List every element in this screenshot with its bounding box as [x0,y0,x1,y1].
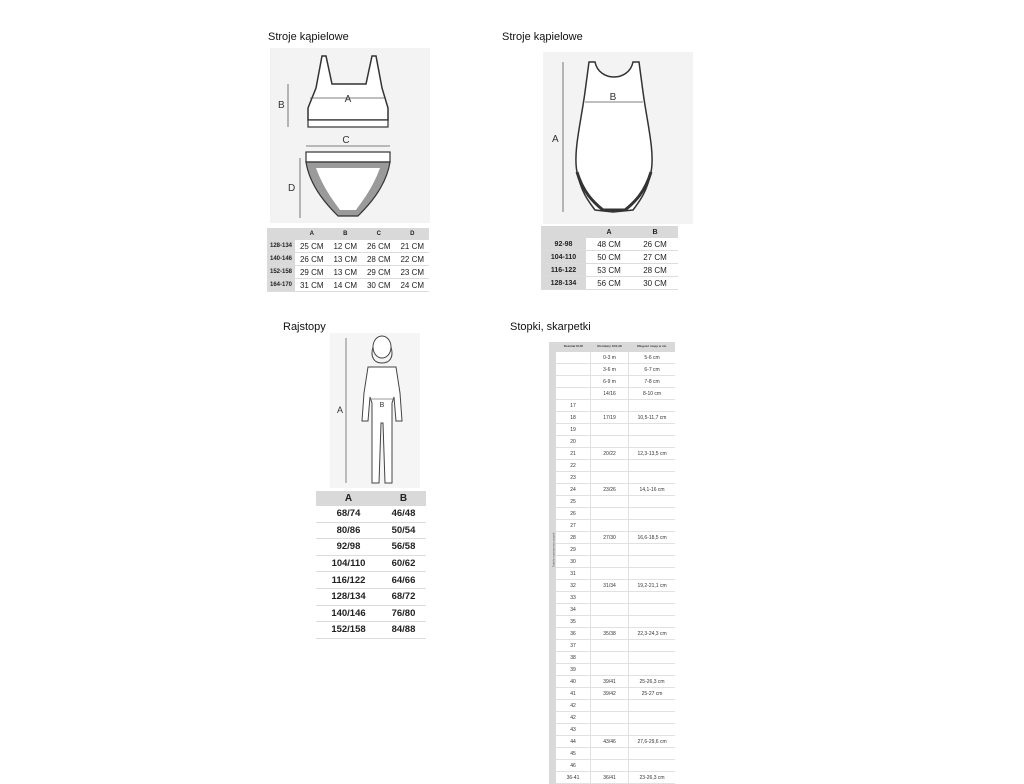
length-cell: 7-8 cm [629,376,675,388]
value-cell: 27 CM [632,251,678,264]
size-cell [591,496,629,508]
swimsuit-illustration [543,52,693,224]
size-cell [591,616,629,628]
length-cell [629,544,675,556]
size-cell [591,400,629,412]
eu-cell: 32 [556,580,591,592]
dim-a-label: A [552,134,559,145]
table-row [549,628,675,640]
eu-cell: 42 [556,712,591,724]
table-row [549,736,675,748]
side-cell [549,424,556,436]
table-row [316,572,426,589]
bikini-size-table [267,228,429,292]
value-cell: 116/122 [316,572,381,589]
table-row [549,652,675,664]
length-cell [629,652,675,664]
value-cell: 13 CM [329,253,363,266]
value-cell: 64/66 [381,572,426,589]
value-cell: 29 CM [295,266,329,279]
size-cell: 14/16 [591,388,629,400]
value-cell: 28 CM [632,264,678,277]
eu-cell: 42 [556,700,591,712]
side-cell [549,736,556,748]
size-cell [591,424,629,436]
table-row [316,506,426,522]
length-cell: 22,3-24,3 cm [629,628,675,640]
col-header-size: Rozmiary 10/1,08 [591,342,629,352]
size-cell [591,712,629,724]
table-row [549,472,675,484]
table-row [549,616,675,628]
eu-cell: 19 [556,424,591,436]
size-cell: 104-110 [541,251,586,264]
eu-cell: 29 [556,544,591,556]
eu-cell: 25 [556,496,591,508]
value-cell: 76/80 [381,605,426,622]
eu-cell: 18 [556,412,591,424]
table-row [549,592,675,604]
value-cell: 13 CM [329,266,363,279]
col-header: D [396,228,430,240]
table-row [549,412,675,424]
table-row [316,605,426,622]
socks-size-table [549,342,675,784]
table-row [549,352,675,364]
eu-cell: 40 [556,676,591,688]
value-cell: 30 CM [362,279,396,292]
length-cell [629,664,675,676]
value-cell: 23 CM [396,266,430,279]
size-cell: 31/34 [591,580,629,592]
value-cell: 152/158 [316,622,381,639]
length-cell [629,472,675,484]
side-cell [549,688,556,700]
length-cell [629,400,675,412]
table-row [549,520,675,532]
value-cell: 48 CM [586,238,632,251]
size-cell: 36/41 [591,772,629,784]
eu-cell: 26 [556,508,591,520]
tights-title: Rajstopy [283,321,326,333]
table-row [549,460,675,472]
table-row [549,700,675,712]
table-row [549,664,675,676]
size-cell: 92-98 [541,238,586,251]
table-row [549,508,675,520]
value-cell: 25 CM [295,240,329,253]
value-cell: 56/58 [381,539,426,556]
table-row [549,496,675,508]
table-row [549,640,675,652]
col-header: A [316,491,381,506]
size-cell [591,568,629,580]
side-cell [549,376,556,388]
table-row [549,688,675,700]
eu-cell [556,352,591,364]
table-row [549,544,675,556]
value-cell: 50 CM [586,251,632,264]
table-row [549,388,675,400]
value-cell: 21 CM [396,240,430,253]
eu-cell: 36 [556,628,591,640]
size-cell: 35/38 [591,628,629,640]
size-cell [591,640,629,652]
table-row [541,238,678,251]
table-row [316,522,426,539]
length-cell: 6-7 cm [629,364,675,376]
value-cell: 22 CM [396,253,430,266]
dim-a-label: A [337,405,344,415]
length-cell [629,724,675,736]
value-cell: 104/110 [316,555,381,572]
size-cell [591,556,629,568]
value-cell: 46/48 [381,506,426,522]
eu-cell: 24 [556,484,591,496]
table-row [549,484,675,496]
length-cell [629,700,675,712]
length-cell [629,592,675,604]
eu-cell: 31 [556,568,591,580]
value-cell: 92/98 [316,539,381,556]
col-header [541,226,586,238]
size-cell [591,508,629,520]
length-cell: 16,6-18,5 cm [629,532,675,544]
eu-cell: 46 [556,760,591,772]
dim-c-label: C [342,135,350,146]
eu-cell: 45 [556,748,591,760]
value-cell: 84/88 [381,622,426,639]
eu-cell: 43 [556,724,591,736]
length-cell [629,424,675,436]
size-cell [591,724,629,736]
table-row [267,279,429,292]
tights-size-table [316,491,426,639]
swimsuit-title: Stroje kąpielowe [502,31,583,43]
side-cell [549,388,556,400]
value-cell: 26 CM [632,238,678,251]
table-row [549,724,675,736]
eu-cell [556,376,591,388]
col-header: B [381,491,426,506]
table-row [267,240,429,253]
eu-cell [556,388,591,400]
side-cell [549,364,556,376]
eu-cell: 36-41 [556,772,591,784]
side-cell [549,436,556,448]
table-row [549,376,675,388]
side-cell [549,352,556,364]
side-cell [549,664,556,676]
size-cell: 164-170 [267,279,295,292]
side-label: Tabela rozmiarowa stopek [551,532,556,568]
eu-cell: 30 [556,556,591,568]
size-cell [591,592,629,604]
length-cell: 23-26,3 cm [629,772,675,784]
value-cell: 12 CM [329,240,363,253]
length-cell [629,568,675,580]
side-cell [549,448,556,460]
eu-cell: 28 [556,532,591,544]
side-cell [549,676,556,688]
side-cell [549,724,556,736]
table-row [316,555,426,572]
side-cell [549,412,556,424]
size-cell: 128-134 [541,277,586,290]
table-row [316,588,426,605]
eu-cell: 44 [556,736,591,748]
swimsuit-size-table [541,226,678,290]
length-cell: 10,5-11,7 cm [629,412,675,424]
value-cell: 68/74 [316,506,381,522]
length-cell [629,760,675,772]
length-cell: 5-6 cm [629,352,675,364]
value-cell: 68/72 [381,588,426,605]
value-cell: 53 CM [586,264,632,277]
socks-title: Stopki, skarpetki [510,321,591,333]
value-cell: 56 CM [586,277,632,290]
size-cell: 20/22 [591,448,629,460]
col-header-eu: Rozmiar EUR [556,342,591,352]
size-cell [591,544,629,556]
col-header-length: Długość stopy w cm [629,342,675,352]
eu-cell: 34 [556,604,591,616]
dim-b-label: B [379,402,385,409]
size-cell: 6-9 m [591,376,629,388]
table-row [549,436,675,448]
length-cell: 12,3-13,5 cm [629,448,675,460]
value-cell: 26 CM [295,253,329,266]
size-cell: 152-158 [267,266,295,279]
value-cell: 128/134 [316,588,381,605]
size-cell: 23/26 [591,484,629,496]
value-cell: 28 CM [362,253,396,266]
value-cell: 60/62 [381,555,426,572]
table-row [549,580,675,592]
size-cell: 27/30 [591,532,629,544]
size-cell: 0-3 m [591,352,629,364]
value-cell: 29 CM [362,266,396,279]
eu-cell: 37 [556,640,591,652]
eu-cell: 38 [556,652,591,664]
length-cell [629,436,675,448]
size-cell: 140-146 [267,253,295,266]
eu-cell: 41 [556,688,591,700]
size-cell [591,520,629,532]
side-cell [549,640,556,652]
eu-cell: 39 [556,664,591,676]
bikini-illustration [270,48,430,223]
length-cell [629,556,675,568]
side-cell [549,760,556,772]
table-row [549,568,675,580]
table-row [549,556,675,568]
length-cell: 8-10 cm [629,388,675,400]
eu-cell: 17 [556,400,591,412]
col-header [267,228,295,240]
table-row [549,760,675,772]
size-cell: 17/19 [591,412,629,424]
length-cell: 19,2-21,1 cm [629,580,675,592]
table-row [541,264,678,277]
eu-cell: 27 [556,520,591,532]
table-row [541,277,678,290]
dim-d-label: D [288,183,296,194]
size-cell: 3-6 m [591,364,629,376]
length-cell: 25-26,3 cm [629,676,675,688]
eu-cell [556,364,591,376]
side-cell [549,748,556,760]
size-cell: 43/46 [591,736,629,748]
size-cell [591,664,629,676]
size-cell [591,436,629,448]
col-header: B [329,228,363,240]
size-cell: 39/42 [591,688,629,700]
side-cell [549,700,556,712]
dim-b-label: B [609,92,617,103]
col-header: C [362,228,396,240]
eu-cell: 22 [556,460,591,472]
eu-cell: 20 [556,436,591,448]
length-cell [629,460,675,472]
bikini-title: Stroje kąpielowe [268,31,349,43]
value-cell: 24 CM [396,279,430,292]
table-row [267,253,429,266]
table-row [549,676,675,688]
side-cell [549,712,556,724]
value-cell: 30 CM [632,277,678,290]
table-row [549,712,675,724]
side-cell [549,772,556,784]
eu-cell: 33 [556,592,591,604]
length-cell: 25-27 cm [629,688,675,700]
length-cell [629,640,675,652]
table-row [316,539,426,556]
table-row [541,251,678,264]
value-cell: 50/54 [381,522,426,539]
col-header: A [586,226,632,238]
size-cell [591,460,629,472]
length-cell [629,604,675,616]
col-header: A [295,228,329,240]
length-cell [629,748,675,760]
col-header: B [632,226,678,238]
size-cell [591,652,629,664]
table-row [549,748,675,760]
size-cell [591,748,629,760]
length-cell [629,508,675,520]
value-cell: 14 CM [329,279,363,292]
side-label-wrap [546,470,560,630]
table-row [549,424,675,436]
length-cell [629,496,675,508]
table-row [549,448,675,460]
table-row [549,532,675,544]
eu-cell: 21 [556,448,591,460]
size-cell [591,700,629,712]
length-cell [629,616,675,628]
size-cell [591,760,629,772]
value-cell: 140/146 [316,605,381,622]
table-row [549,772,675,784]
size-cell [591,604,629,616]
length-cell [629,520,675,532]
length-cell: 14,1-16 cm [629,484,675,496]
value-cell: 31 CM [295,279,329,292]
table-row [549,604,675,616]
value-cell: 26 CM [362,240,396,253]
eu-cell: 35 [556,616,591,628]
value-cell: 80/86 [316,522,381,539]
body-illustration [330,333,420,488]
size-cell: 116-122 [541,264,586,277]
size-cell [591,472,629,484]
table-row [549,364,675,376]
length-cell: 27,6-29,6 cm [629,736,675,748]
side-header [549,342,556,352]
eu-cell: 23 [556,472,591,484]
table-row [549,400,675,412]
length-cell [629,712,675,724]
dim-b-label: B [278,100,285,111]
table-row [316,622,426,639]
side-cell [549,652,556,664]
dim-a-label: A [344,94,352,105]
side-cell [549,400,556,412]
table-row [267,266,429,279]
size-cell: 128-134 [267,240,295,253]
size-cell: 39/41 [591,676,629,688]
